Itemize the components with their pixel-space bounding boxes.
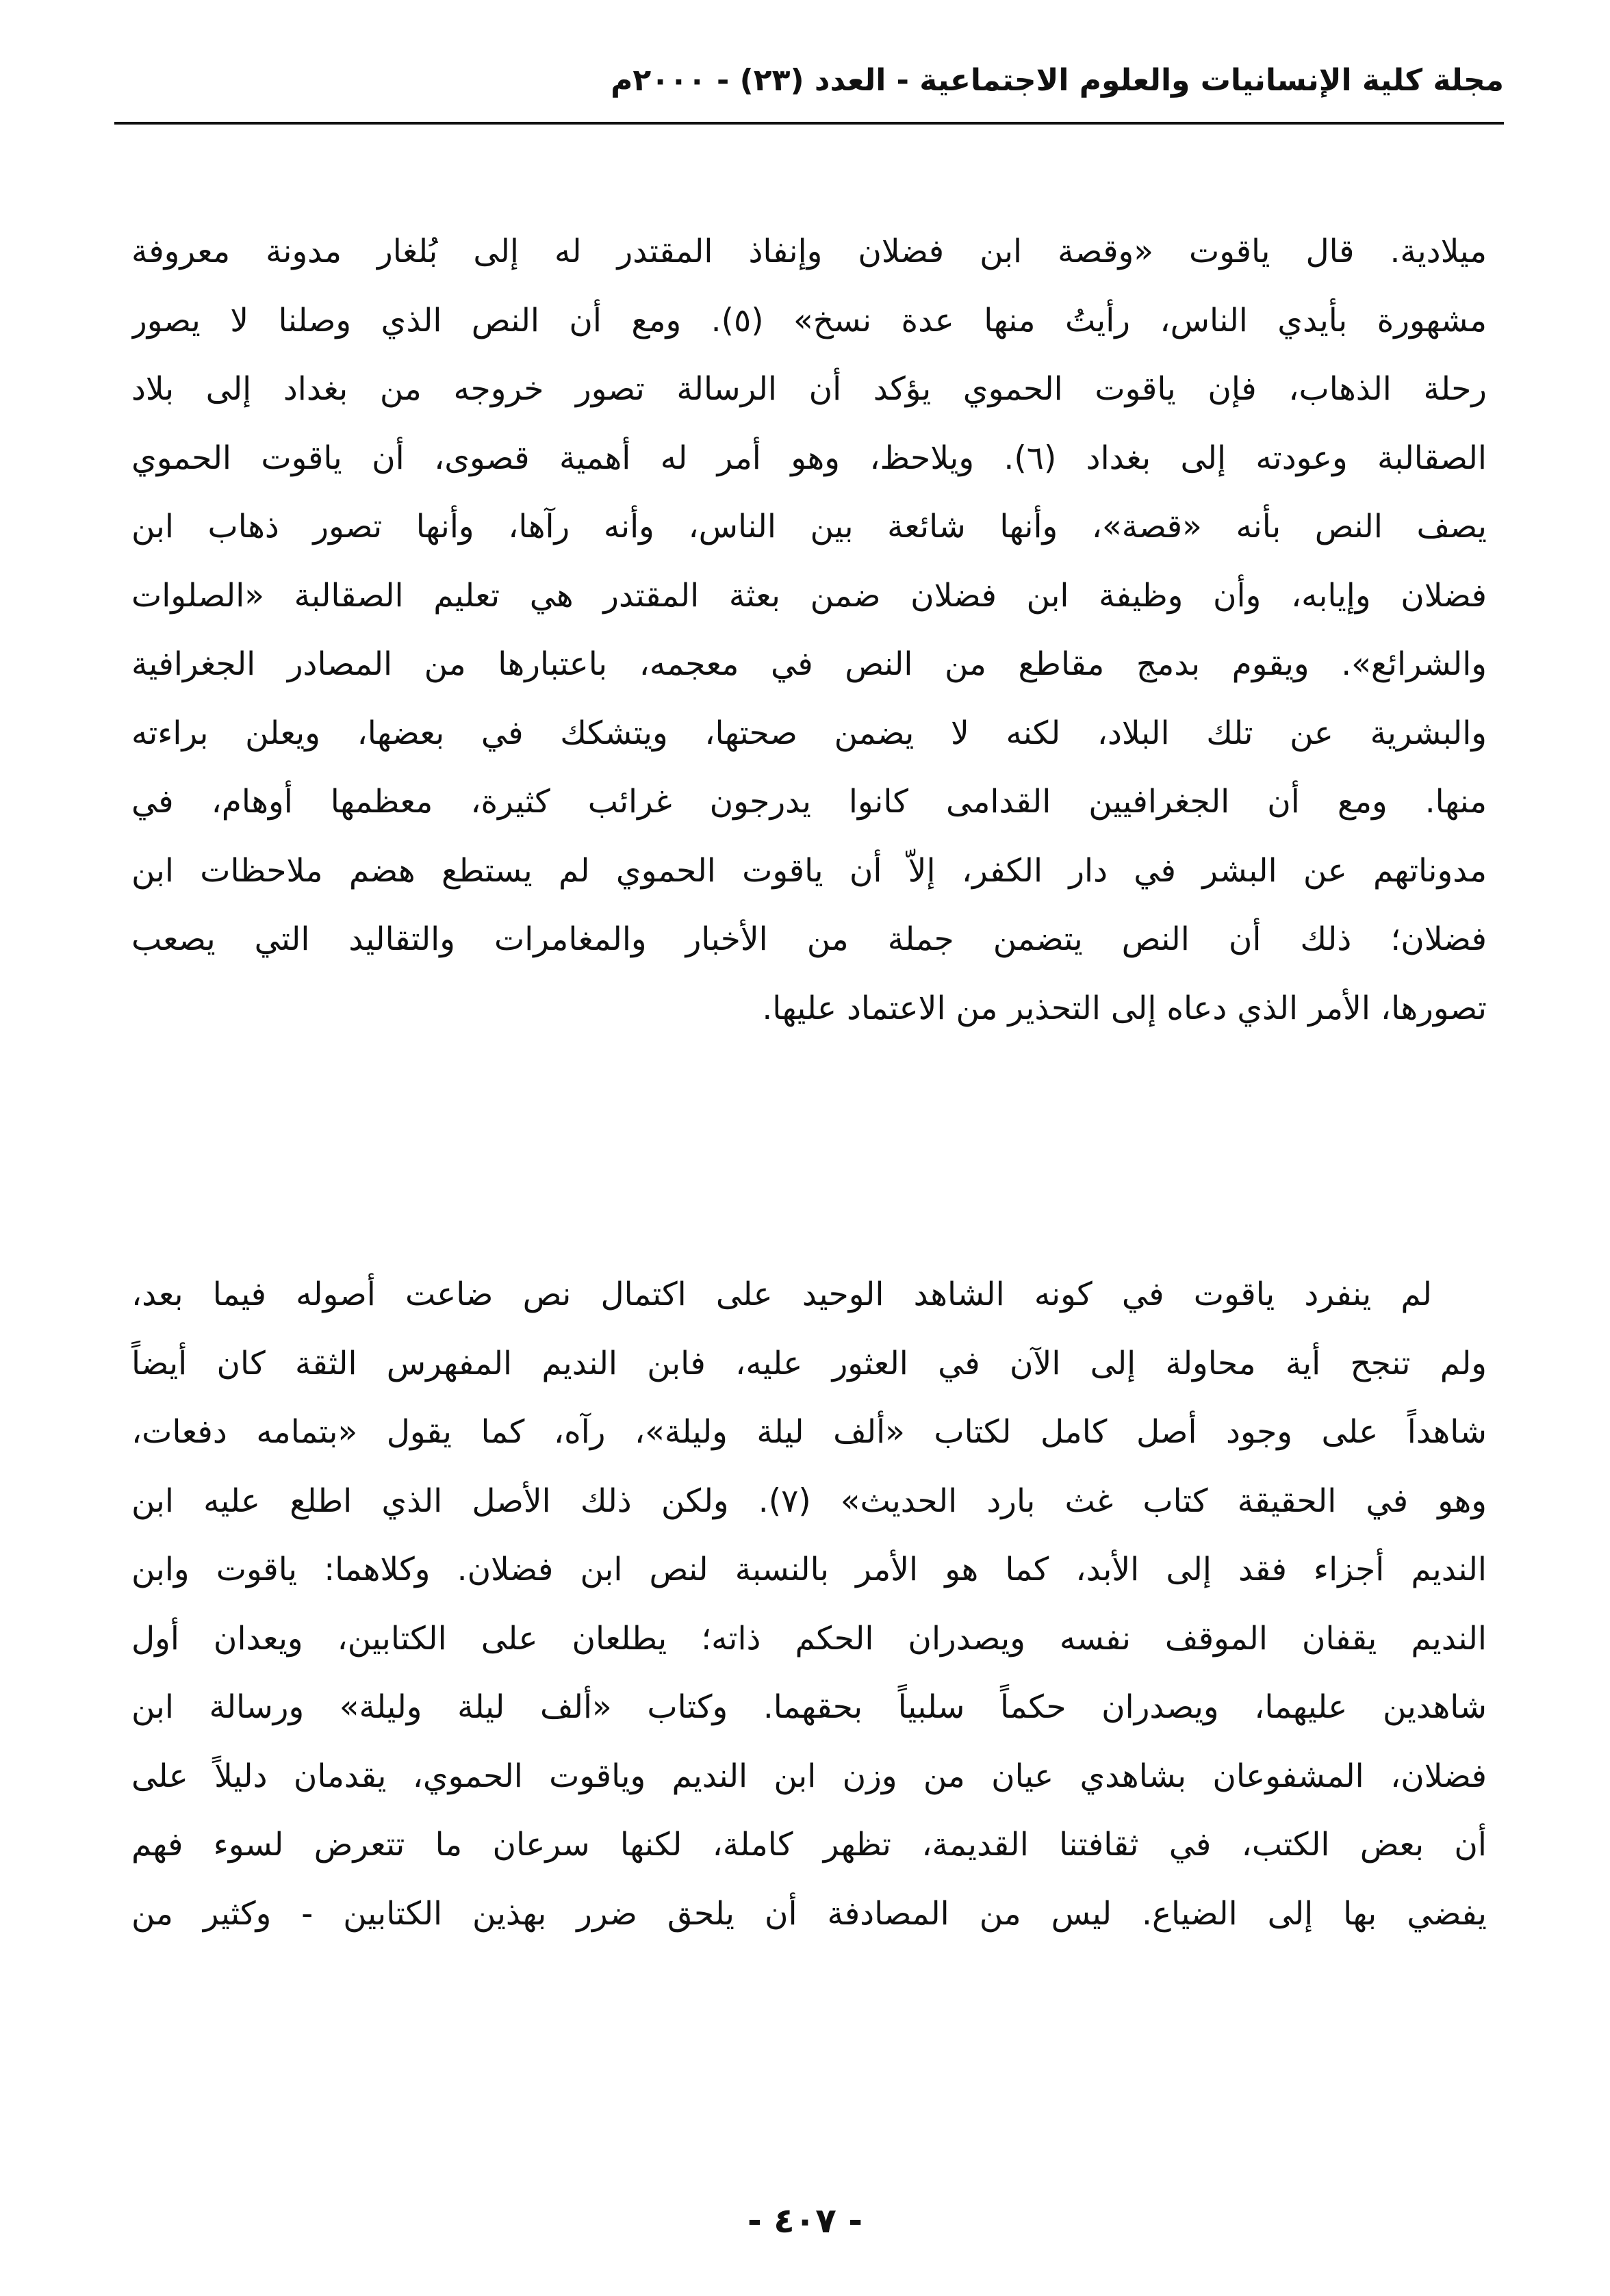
text-line: أن بعض الكتب، في ثقافتنا القديمة، تظهر كاملة، لكنها سرعان ما تتعرض لسوء فهم <box>131 1826 1487 1863</box>
text-line: فضلان، المشفوعان بشاهدي عيان من وزن ابن النديم وياقوت الحموي، يقدمان دليلاً على <box>131 1757 1487 1795</box>
text-line: النديم أجزاء فقد إلى الأبد، كما هو الأمر بالنسبة لنص ابن فضلان. وكلاهما: ياقوت وابن <box>131 1551 1487 1588</box>
text-line: وهو في الحقيقة كتاب غث بارد الحديث» (٧). ولكن ذلك الأصل الذي اطلع عليه ابن <box>131 1482 1487 1520</box>
text-line: شاهداً على وجود أصل كامل لكتاب «ألف ليلة وليلة»، رآه، كما يقول «بتمامه دفعات، <box>131 1413 1487 1451</box>
text-line: تصورها، الأمر الذي دعاه إلى التحذير من الاعتماد عليها. <box>762 989 1487 1027</box>
paragraph-2 <box>131 1261 1487 1948</box>
text-line: لم ينفرد ياقوت في كونه الشاهد الوحيد على اكتمال نص ضاعت أصوله فيما بعد، <box>131 1276 1432 1313</box>
text-line: مشهورة بأيدي الناس، رأيتُ منها عدة نسخ» (٥). ومع أن النص الذي وصلنا لا يصور <box>131 301 1487 339</box>
text-line: فضلان وإيابه، وأن وظيفة ابن فضلان ضمن بعثة المقتدر هي تعليم الصقالبة «الصلوات <box>131 576 1487 615</box>
text-line: فضلان؛ ذلك أن النص يتضمن جملة من الأخبار والمغامرات والتقاليد التي يصعب <box>131 920 1487 958</box>
text-line: الصقالبة وعودته إلى بغداد (٦). ويلاحظ، وهو أمر له أهمية قصوى، أن ياقوت الحموي <box>131 439 1487 477</box>
text-line: شاهدين عليهما، ويصدران حكماً سلبياً بحقهما. وكتاب «ألف ليلة وليلة» ورسالة ابن <box>131 1688 1487 1726</box>
text-line: والشرائع». ويقوم بدمج مقاطع من النص في معجمه، باعتبارها من المصادر الجغرافية <box>131 645 1487 683</box>
text-line: مدوناتهم عن البشر في دار الكفر، إلاّ أن ياقوت الحموي لم يستطع هضم ملاحظات ابن <box>131 851 1487 890</box>
text-line: والبشرية عن تلك البلاد، لكنه لا يضمن صحتها، ويتشكك في بعضها، ويعلن براءته <box>131 714 1487 752</box>
text-line: يفضي بها إلى الضياع. ليس من المصادفة أن يلحق ضرر بهذين الكتابين - وكثير من <box>131 1894 1487 1933</box>
text-line: منها. ومع أن الجغرافيين القدامى كانوا يدرجون غرائب كثيرة، معظمها أوهام، في <box>131 783 1487 821</box>
paragraph-1 <box>131 218 1487 1043</box>
text-line: ولم تنجح أية محاولة إلى الآن في العثور عليه، فابن النديم المفهرس الثقة كان أيضاً <box>131 1344 1487 1382</box>
page-number: - ٤٠٧ - <box>748 2201 862 2241</box>
text-line: رحلة الذهاب، فإن ياقوت الحموي يؤكد أن الرسالة تصور خروجه من بغداد إلى بلاد <box>131 370 1487 408</box>
running-header: مجلة كلية الإنسانيات والعلوم الاجتماعية - العدد (٢٣) - ٢٠٠٠م <box>611 63 1504 98</box>
text-line: النديم يقفان الموقف نفسه ويصدران الحكم ذاته؛ يطلعان على الكتابين، ويعدان أول <box>131 1619 1487 1657</box>
text-line: ميلادية. قال ياقوت «وقصة ابن فضلان وإنفاذ المقتدر له إلى بُلغار مدونة معروفة <box>131 233 1487 270</box>
header-divider <box>114 122 1504 125</box>
text-line: يصف النص بأنه «قصة»، وأنها شائعة بين الناس، وأنه رآها، وأنها تصور ذهاب ابن <box>131 508 1487 545</box>
